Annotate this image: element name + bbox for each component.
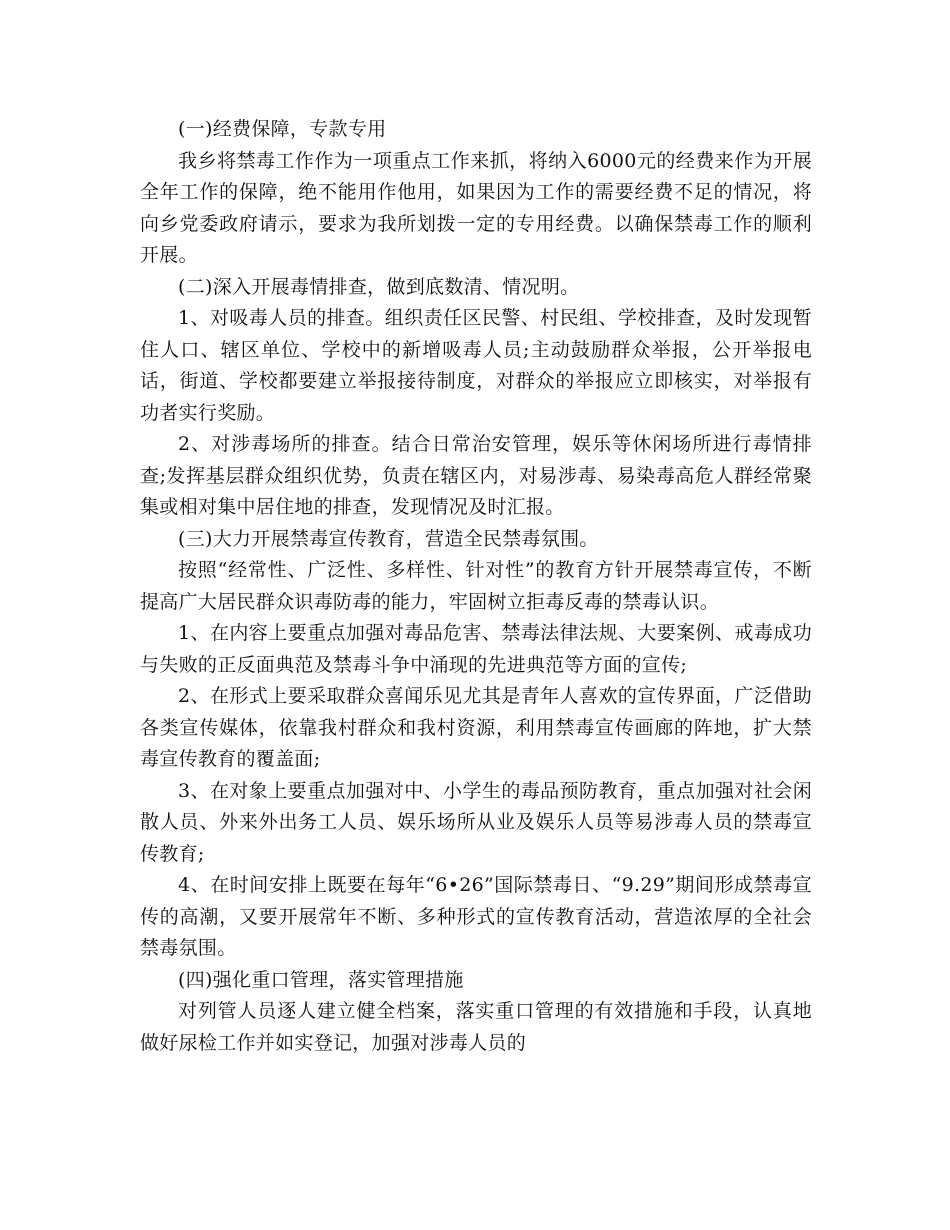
paragraph-management: 对列管人员逐人建立健全档案，落实重口管理的有效措施和手段，认真地做好尿检工作并如实登记，加强对涉毒人员的 — [140, 1000, 812, 1054]
section-heading-investigation: (二)深入开展毒情排查，做到底数清、情况明。 — [178, 275, 580, 298]
document-page — [140, 114, 812, 1059]
paragraph-publicity-timing: 4、在时间安排上既要在每年“6•26”国际禁毒日、“9.29”期间形成禁毒宣传的高潮，又要开展常年不断、多种形式的宣传教育活动，营造浓厚的全社会禁毒氛围。 — [140, 874, 812, 959]
paragraph-publicity-content: 1、在内容上要重点加强对毒品危害、禁毒法律法规、大要案例、戒毒成功与失败的正反面典范及禁毒斗争中涌现的先进典范等方面的宣传; — [140, 622, 812, 676]
paragraph-venue-check: 2、对涉毒场所的排查。结合日常治安管理，娱乐等休闲场所进行毒情排查;发挥基层群众组织优势，负责在辖区内，对易涉毒、易染毒高危人群经常聚集或相对集中居住地的排查，发现情况及时汇报。 — [140, 433, 812, 518]
paragraph-publicity-form: 2、在形式上要采取群众喜闻乐见尤其是青年人喜欢的宣传界面，广泛借助各类宣传媒体，依靠我村群众和我村资源，利用禁毒宣传画廊的阵地，扩大禁毒宣传教育的覆盖面; — [140, 685, 812, 770]
section-heading-funding: (一)经费保障，专款专用 — [178, 118, 387, 140]
paragraph-publicity-target: 3、在对象上要重点加强对中、小学生的毒品预防教育，重点加强对社会闲散人员、外来外出务工人员、娱乐场所从业及娱乐人员等易涉毒人员的禁毒宣传教育; — [140, 779, 812, 865]
section-heading-publicity: (三)大力开展禁毒宣传教育，营造全民禁毒氛围。 — [178, 527, 599, 550]
section-heading-management: (四)强化重口管理，落实管理措施 — [178, 968, 464, 991]
paragraph-drug-user-check: 1、对吸毒人员的排查。组织责任区民警、村民组、学校排查，及时发现暂住人口、辖区单位、学校中的新增吸毒人员;主动鼓励群众举报，公开举报电话，街道、学校都要建立举报接待制度，对群众的举报应立即核实，对举报有功者实行奖励。 — [140, 307, 812, 424]
paragraph-funding: 我乡将禁毒工作作为一项重点工作来抓，将纳入6000元的经费来作为开展全年工作的保障，绝不能用作他用，如果因为工作的需要经费不足的情况，将向乡党委政府请示，要求为我所划拨一定的专用经费。以确保禁毒工作的顺利开展。 — [140, 149, 812, 266]
paragraph-publicity-policy: 按照“经常性、广泛性、多样性、针对性”的教育方针开展禁毒宣传，不断提高广大居民群众识毒防毒的能力，牢固树立拒毒反毒的禁毒认识。 — [140, 559, 812, 613]
